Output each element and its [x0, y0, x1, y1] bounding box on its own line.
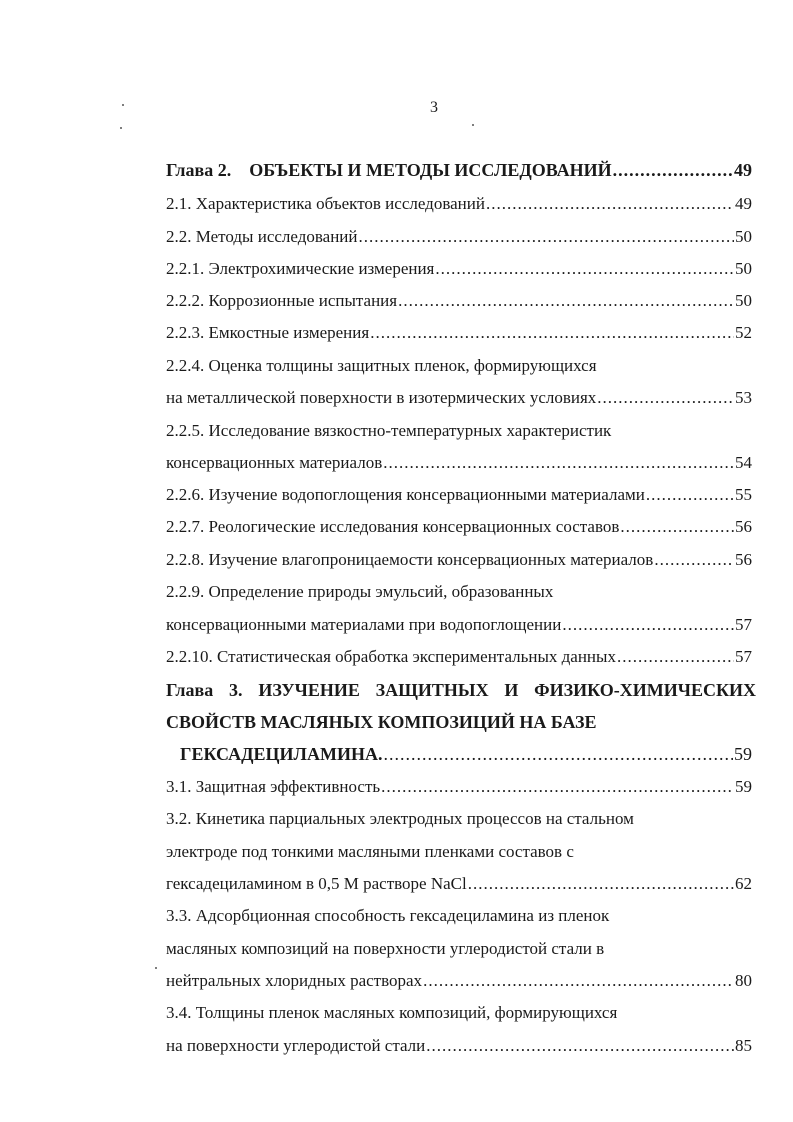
scan-speck	[120, 127, 122, 129]
toc-entry-label: 2.2.10. Статистическая обработка экспериментальных данных	[166, 647, 616, 666]
leader-dots	[468, 874, 734, 894]
toc-entry-page: 56	[735, 517, 752, 536]
toc-entry-2-2-8	[166, 550, 752, 570]
leader-dots	[562, 615, 734, 635]
toc-entry-page: 50	[735, 227, 752, 246]
toc-entry-2-2-3	[166, 323, 752, 343]
toc-entry-label: 2.2.8. Изучение влагопроницаемости консервационных материалов	[166, 550, 654, 569]
toc-entry-label: 2.2. Методы исследований	[166, 227, 358, 246]
leader-dots	[370, 323, 734, 343]
toc-entry-label: 2.2.7. Реологические исследования консервационных составов	[166, 517, 620, 536]
toc-entry-page: 53	[735, 388, 752, 407]
toc-entry-label: 2.2.6. Изучение водопоглощения консервационными материалами	[166, 485, 645, 504]
toc-entry-label: нейтральных хлоридных растворах	[166, 971, 423, 990]
leader-dots	[383, 744, 733, 764]
leader-dots	[426, 1036, 734, 1056]
toc-entry-label: Глава 2. ОБЪЕКТЫ И МЕТОДЫ ИССЛЕДОВАНИЙ	[166, 160, 612, 180]
leader-dots	[381, 777, 734, 797]
leader-dots	[654, 550, 734, 570]
toc-entry-2-2-6	[166, 485, 752, 505]
toc-entry-label: на поверхности углеродистой стали	[166, 1036, 426, 1055]
toc-entry-label: консервационных материалов	[166, 453, 383, 472]
toc-entry-page: 54	[735, 453, 752, 472]
toc-entry-label: 2.1. Характеристика объектов исследований	[166, 194, 485, 213]
toc-entry-page: 52	[735, 323, 752, 342]
toc-entry-label: гексадециламином в 0,5 М растворе NaCl	[166, 874, 467, 893]
toc-entry-3-4	[166, 1036, 752, 1056]
leader-dots	[398, 291, 734, 311]
leader-dots	[620, 517, 734, 537]
toc-entry-3-2-line1: 3.2. Кинетика парциальных электродных процессов на стальном	[166, 809, 634, 828]
toc-entry-label: 2.2.1. Электрохимические измерения	[166, 259, 435, 278]
toc-entry-label: 2.2.3. Емкостные измерения	[166, 323, 370, 342]
leader-dots	[435, 259, 734, 279]
toc-entry-page: 80	[735, 971, 752, 990]
toc-entry-page: 49	[735, 194, 752, 213]
toc-entry-3-3-line2: масляных композиций на поверхности углеродистой стали в	[166, 939, 605, 958]
toc-entry-2-2-9-line1: 2.2.9. Определение природы эмульсий, образованных	[166, 582, 554, 601]
toc-entry-page: 50	[735, 259, 752, 278]
leader-dots	[486, 194, 734, 214]
toc-entry-2-2-5-line1: 2.2.5. Исследование вязкостно-температурных характеристик	[166, 421, 612, 440]
toc-entry-2-2-2	[166, 291, 752, 311]
toc-entry-3-4-line1: 3.4. Толщины пленок масляных композиций, формирующихся	[166, 1003, 618, 1022]
toc-entry-chapter-3	[180, 744, 752, 764]
toc-entry-chapter-3-line1: Глава 3. ИЗУЧЕНИЕ ЗАЩИТНЫХ И ФИЗИКО-ХИМИЧЕСКИХ	[166, 680, 756, 700]
leader-dots	[617, 647, 734, 667]
toc-entry-page: 56	[735, 550, 752, 569]
toc-entry-2-2-4-line1: 2.2.4. Оценка толщины защитных пленок, формирующихся	[166, 356, 597, 375]
leader-dots	[423, 971, 734, 991]
leader-dots	[383, 453, 734, 473]
toc-entry-label: ГЕКСАДЕЦИЛАМИНА.	[180, 744, 383, 764]
leader-dots	[597, 388, 734, 408]
toc-entry-2-2-5	[166, 453, 752, 473]
toc-entry-page: 55	[735, 485, 752, 504]
toc-entry-2-2-7	[166, 517, 752, 537]
toc-entry-3-3	[166, 971, 752, 991]
toc-entry-3-2	[166, 874, 752, 894]
leader-dots	[646, 485, 734, 505]
scan-speck	[155, 967, 157, 969]
toc-entry-3-2-line2: электроде под тонкими масляными пленками составов с	[166, 842, 574, 861]
toc-entry-chapter-2	[166, 160, 752, 180]
toc-entry-label: 2.2.2. Коррозионные испытания	[166, 291, 398, 310]
toc-entry-2-2-10	[166, 647, 752, 667]
leader-dots	[359, 227, 734, 247]
page-number: 3	[430, 99, 438, 116]
toc-entry-3-1	[166, 777, 752, 797]
toc-entry-label: консервационными материалами при водопоглощении	[166, 615, 562, 634]
toc-entry-2-2-4	[166, 388, 752, 408]
toc-entry-2-2	[166, 227, 752, 247]
leader-dots	[613, 160, 733, 180]
toc-entry-page: 85	[735, 1036, 752, 1055]
scan-speck	[122, 104, 124, 106]
toc-entry-2-2-1	[166, 259, 752, 279]
toc-entry-2-1	[166, 194, 752, 214]
toc-entry-page: 59	[734, 744, 752, 764]
toc-entry-3-3-line1: 3.3. Адсорбционная способность гексадециламина из пленок	[166, 906, 610, 925]
toc-entry-page: 62	[735, 874, 752, 893]
toc-entry-page: 59	[735, 777, 752, 796]
toc-entry-chapter-3-line2: СВОЙСТВ МАСЛЯНЫХ КОМПОЗИЦИЙ НА БАЗЕ	[166, 712, 597, 732]
toc-entry-2-2-9	[166, 615, 752, 635]
toc-entry-page: 57	[735, 615, 752, 634]
scan-speck	[472, 124, 474, 126]
toc-entry-page: 57	[735, 647, 752, 666]
toc-entry-label: 3.1. Защитная эффективность	[166, 777, 381, 796]
toc-entry-page: 50	[735, 291, 752, 310]
toc-entry-page: 49	[734, 160, 752, 180]
toc-entry-label: на металлической поверхности в изотермических условиях	[166, 388, 597, 407]
